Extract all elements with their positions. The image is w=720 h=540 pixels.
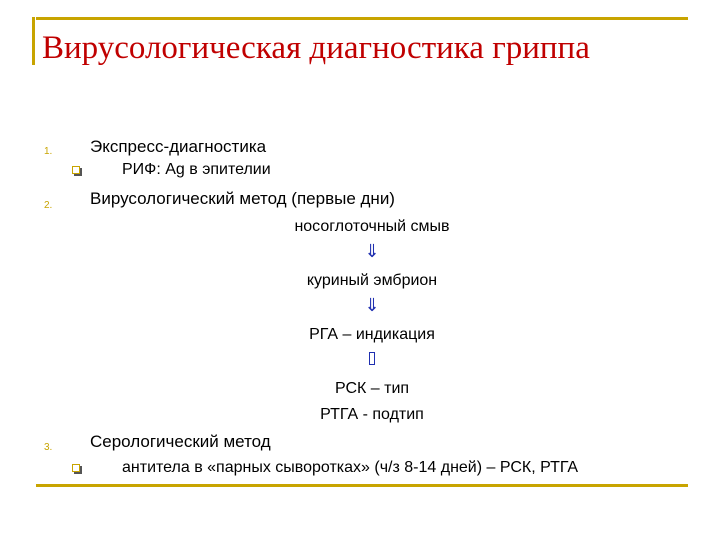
list-number-2: 2. <box>44 200 53 211</box>
top-divider <box>36 17 688 20</box>
double-arrow-down-icon: ⇓ <box>364 241 380 261</box>
title-side-rule <box>32 17 35 65</box>
flow-step-embryo: куриный эмбрион <box>306 272 438 289</box>
list-item-express: Экспресс-диагностика <box>90 137 267 156</box>
list-number-3: 3. <box>44 442 53 453</box>
bottom-divider <box>36 484 688 487</box>
square-bullet-icon <box>72 166 80 174</box>
list-item-virological: Вирусологический метод (первые дни) <box>90 189 395 208</box>
flow-step-swab: носоглоточный смыв <box>294 218 450 235</box>
slide-title: Вирусологическая диагностика гриппа <box>42 30 590 66</box>
missing-glyph-icon <box>172 350 572 368</box>
list-number-1: 1. <box>44 146 53 157</box>
square-bullet-icon <box>72 464 80 472</box>
flow-step-rga: РГА – индикация <box>309 326 435 343</box>
bullet-rif: РИФ: Ag в эпителии <box>122 161 271 178</box>
flow-step-rtga: РТГА - подтип <box>320 406 424 423</box>
double-arrow-down-icon: ⇓ <box>364 295 380 315</box>
bullet-antibodies: антитела в «парных сыворотках» (ч/з 8-14 дней) – РСК, РТГА <box>122 459 579 476</box>
list-item-serological: Серологический метод <box>90 432 271 451</box>
flow-step-rsk: РСК – тип <box>334 380 410 397</box>
